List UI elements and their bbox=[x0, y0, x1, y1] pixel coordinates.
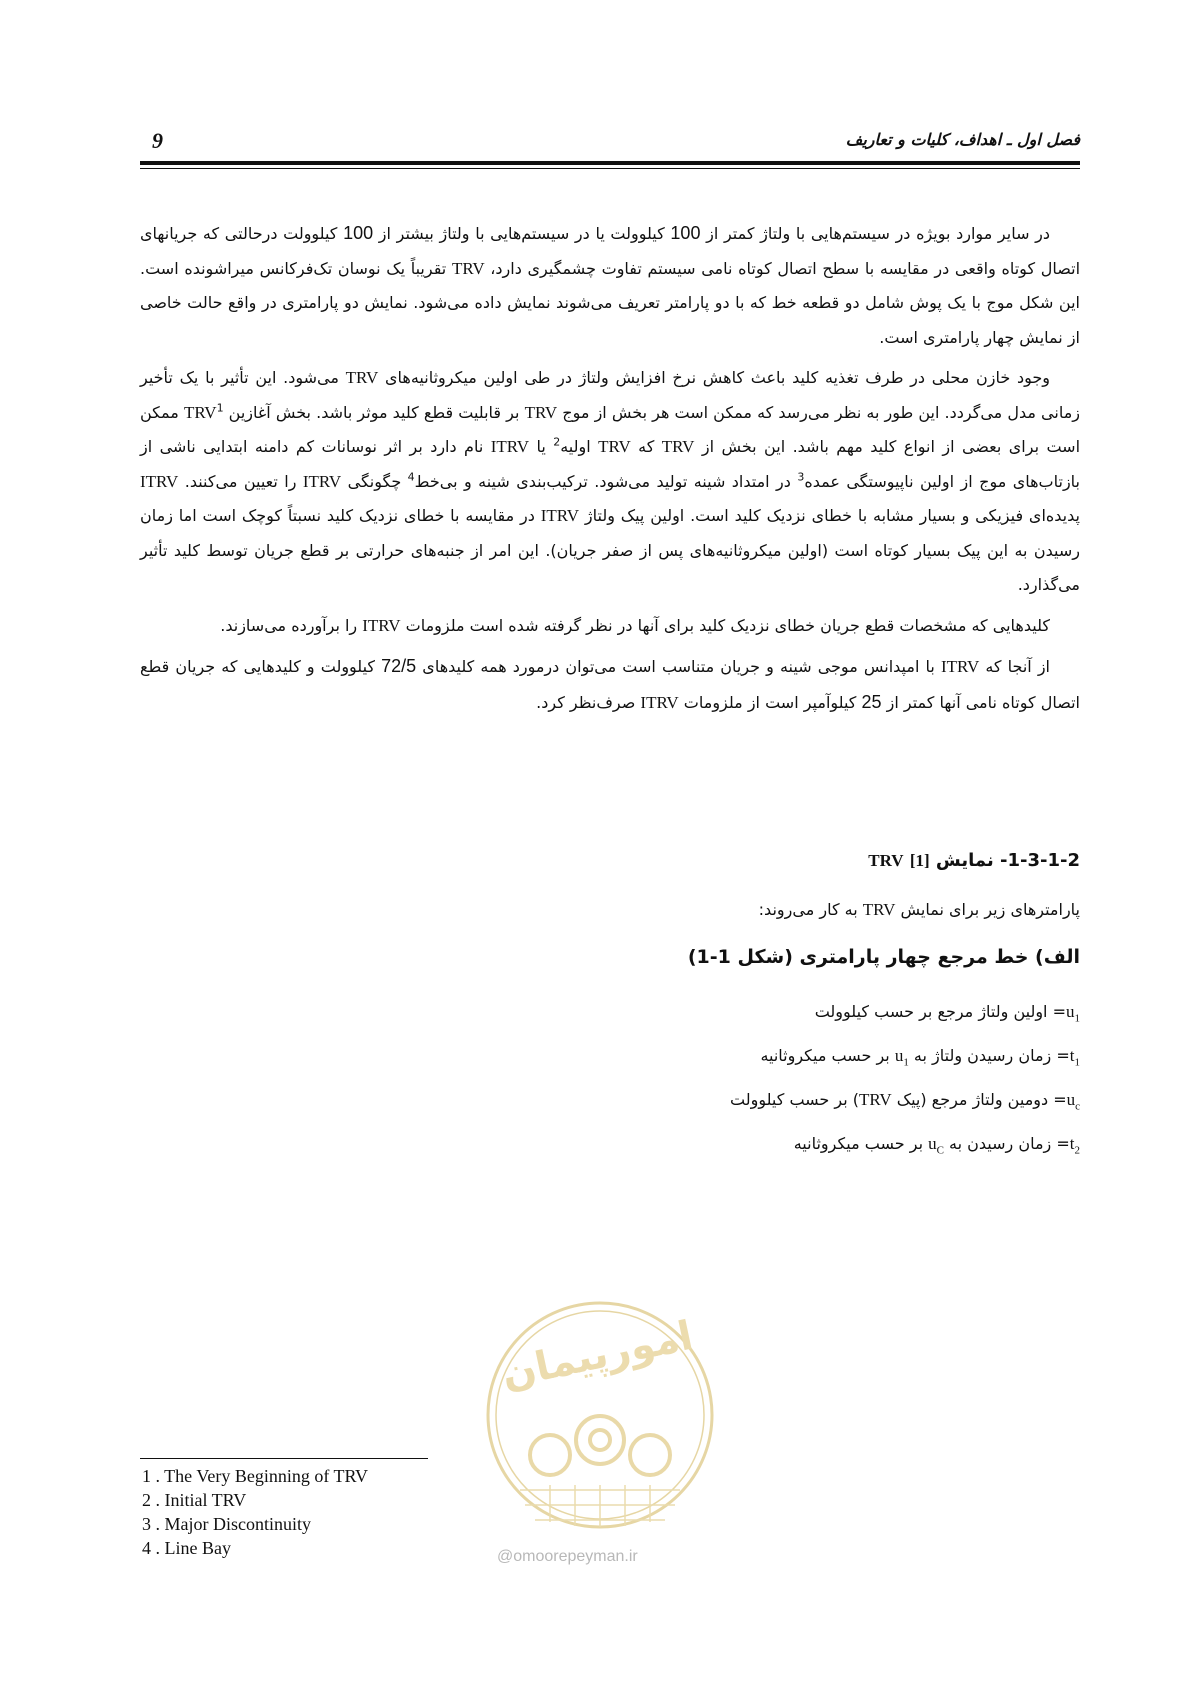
footnote-marker: 4 bbox=[407, 470, 415, 484]
parameter-item: $u_c=$ دومین ولتاژ مرجع (پیک TRV) بر حسب کیلوولت bbox=[730, 1090, 1080, 1113]
parameter-list bbox=[730, 997, 1080, 1173]
svg-text:امورپیمان: امورپیمان bbox=[497, 1312, 697, 1398]
parameters-intro: پارامترهای زیر برای نمایش TRV به کار می‌روند: bbox=[758, 900, 1080, 919]
section-term: TRV bbox=[868, 851, 904, 870]
footnote-marker: 1 bbox=[216, 401, 224, 415]
footnote-item: 1 . The Very Beginning of TRV bbox=[142, 1466, 369, 1486]
footnote-item: 2 . Initial TRV bbox=[142, 1490, 247, 1510]
page-number: 9 bbox=[152, 128, 163, 153]
section-number: 1-3-1-2- bbox=[1000, 850, 1080, 871]
parameter-item: $t_2=$ زمان رسیدن به $u_C$ بر حسب میکروثانیه bbox=[793, 1134, 1080, 1157]
section-title: نمایش bbox=[935, 850, 994, 871]
subheading-four-parameter: الف) خط مرجع چهار پارامتری (شکل 1-1) bbox=[687, 946, 1080, 968]
footnotes bbox=[142, 1464, 368, 1560]
footnote-rule bbox=[140, 1458, 428, 1459]
parameter-item: $u_1=$ اولین ولتاژ مرجع بر حسب کیلوولت bbox=[814, 1002, 1080, 1025]
body-paragraph: وجود خازن محلی در طرف تغذیه کلید باعث کاهش نرخ افزایش ولتاژ در طی اولین میکروثانیه‌های TRV می‌شود. این تأثیر با یک تأخیر زمانی مدل می‌گردد. این طور به نظر می‌رسد که ممکن است هر بخش از موج TRV بر قابلیت قطع کلید موثر باشد. بخش آغازین TRV$^1$ ممکن است برای بعضی از انواع کلید مهم باشد. این بخش از TRV که TRV اولیه$^2$ یا ITRV نام دارد بر اثر نوسانات کم دامنه ابتدایی ناشی از بازتاب‌های موج از اولین ناپیوستگی عمده$^3$ در امتداد شینه تولید می‌شود. ترکیب‌بندی شینه و بی‌خط$^4$ چگونگی ITRV را تعیین می‌کنند. ITRV پدیده‌ای فیزیکی و بسیار مشابه با خطای نزدیک کلید است. اولین پیک ولتاژ ITRV در مقایسه با خطای نزدیک کلید نسبتاً کوچک است اما زمان رسیدن به این پیک بسیار کوتاه است (اولین میکروثانیه‌های پس از صفر جریان). این امر از جنبه‌های حرارتی بر قطع جریان توسط کلید تأثیر می‌گذارد. bbox=[140, 368, 1081, 594]
section-heading bbox=[868, 850, 1080, 871]
footnote-item: 4 . Line Bay bbox=[142, 1538, 231, 1558]
parameter-item: $t_1=$ زمان رسیدن ولتاژ به $u_1$ بر حسب میکروثانیه bbox=[760, 1046, 1080, 1069]
footnote-marker: 3 bbox=[797, 470, 805, 484]
body-paragraph: کلیدهایی که مشخصات قطع جریان خطای نزدیک کلید برای آنها در نظر گرفته شده است ملزومات ITRV را برآورده می‌سازند. bbox=[220, 615, 1050, 635]
body-text bbox=[140, 216, 1080, 726]
header-rule-thick bbox=[140, 161, 1080, 165]
watermark-logo bbox=[480, 1290, 720, 1580]
footnote-item: 3 . Major Discontinuity bbox=[142, 1514, 311, 1534]
body-paragraph: از آنجا که ITRV با امپدانس موجی شینه و جریان متناسب است می‌توان درمورد همه کلیدهای 72/5 کیلوولت و کلیدهایی که جریان قطع اتصال کوتاه نامی آنها کمتر از 25 کیلوآمپر است از ملزومات ITRV صرف‌نظر کرد. bbox=[140, 656, 1080, 712]
body-paragraph: در سایر موارد بویژه در سیستم‌هایی با ولتاژ کمتر از 100 کیلوولت یا در سیستم‌هایی با ولتاژ بیشتر از 100 کیلوولت درحالتی که جریانهای اتصال کوتاه واقعی در مقایسه با سطح اتصال کوتاه نامی سیستم تفاوت چشمگیری دارد، TRV تقریباً یک نوسان تک‌فرکانس میراشونده است. این شکل موج با یک پوش شامل دو قطعه خط که با دو پارامتر تعریف می‌شوند نمایش داده می‌شود. نمایش دو پارامتری در واقع حالت خاصی از نمایش چهار پارامتری است. bbox=[140, 223, 1081, 347]
watermark-url: @omoorepeyman.ir bbox=[497, 1548, 638, 1565]
footnote-marker: 2 bbox=[553, 435, 561, 449]
header-rule-thin bbox=[140, 168, 1080, 169]
section-reference: [1] bbox=[909, 851, 930, 870]
page-header bbox=[140, 128, 1080, 158]
chapter-title: فصل اول ـ اهداف، کلیات و تعاریف bbox=[845, 130, 1080, 149]
